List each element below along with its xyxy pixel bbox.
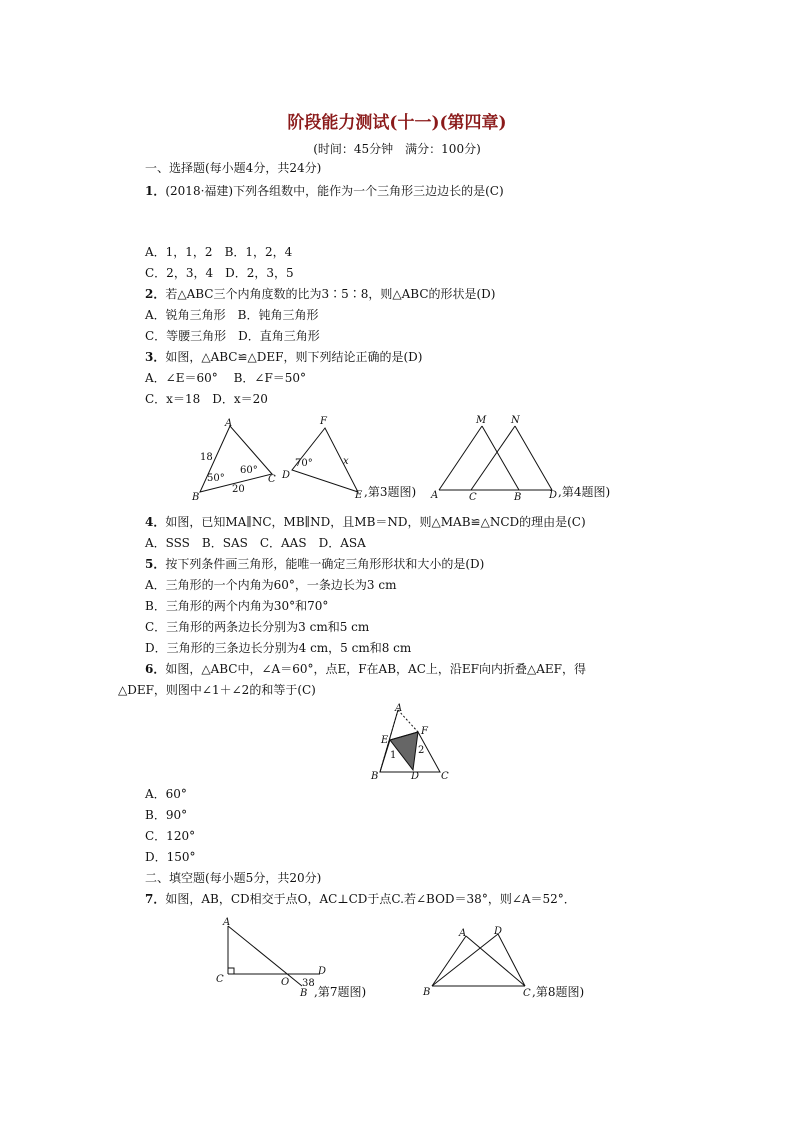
q6-option-c: C．120° <box>145 829 196 843</box>
question-3 <box>145 350 422 365</box>
fig4-label-b: B <box>514 492 522 503</box>
q7-number: 7． <box>145 892 166 906</box>
question-2 <box>145 287 495 302</box>
fig8-label-c: C <box>523 988 531 999</box>
fig7-label-c: C <box>216 974 224 985</box>
section-choice: 一、选择题(每小题4分，共24分) <box>145 161 322 175</box>
q6-stem-line2: △DEF，则图中∠1＋∠2的和等于(C) <box>118 683 316 697</box>
fig4-label-a: A <box>431 490 439 501</box>
fig6-label-f: F <box>421 726 428 737</box>
q6-option-d: D．150° <box>145 850 196 864</box>
q4-number: 4． <box>145 515 166 529</box>
q5-option-a: A．三角形的一个内角为60°，一条边长为3 cm <box>145 578 397 592</box>
q2-options-ab: A．锐角三角形 B．钝角三角形 <box>145 308 319 322</box>
fig6-label-b: B <box>371 771 379 782</box>
q1-options-cd: C．2，3，4 D．2，3，5 <box>145 266 294 280</box>
q1-number: 1． <box>145 184 166 198</box>
q6-option-b: B．90° <box>145 808 188 822</box>
q1-stem: (2018·福建)下列各组数中，能作为一个三角形三边边长的是(C) <box>165 184 504 198</box>
figure-q7-q8 <box>210 912 610 1007</box>
fig3-label-c: C <box>268 474 276 485</box>
fig8-label-b: B <box>423 987 431 998</box>
q3-options-cd: C．x＝18 D．x＝20 <box>145 392 268 406</box>
q5-option-b: B．三角形的两个内角为30°和70° <box>145 599 329 613</box>
question-7 <box>145 892 576 907</box>
fig7-label-b: B <box>300 988 308 999</box>
figure-q7 <box>228 926 320 986</box>
q5-stem: 按下列条件画三角形，能唯一确定三角形形状和大小的是(D) <box>165 557 485 571</box>
fig4-caption: ,第4题图) <box>558 485 611 499</box>
fig3-label-f: F <box>320 416 327 427</box>
fig6-angle-2: 2 <box>418 745 425 756</box>
page-title: 阶段能力测试(十一)(第四章) <box>287 113 507 133</box>
q2-stem: 若△ABC三个内角度数的比为3∶5∶8，则△ABC的形状是(D) <box>165 287 496 301</box>
fig3-label-b: B <box>192 492 200 503</box>
fig7-caption: ,第7题图) <box>314 985 367 999</box>
figure-q8 <box>432 934 525 986</box>
fig7-label-d: D <box>318 966 327 977</box>
q4-options: A．SSS B．SAS C．AAS D．ASA <box>145 536 366 550</box>
q2-options-cd: C．等腰三角形 D．直角三角形 <box>145 329 320 343</box>
q5-number: 5． <box>145 557 166 571</box>
fig4-label-m: M <box>476 415 487 426</box>
q3-number: 3． <box>145 350 166 364</box>
section-fill: 二、填空题(每小题5分，共20分) <box>145 871 322 885</box>
fig6-label-d: D <box>411 771 420 782</box>
fig3-angle-70: 70° <box>295 458 313 469</box>
fig7-label-o: O <box>281 977 290 988</box>
figure-q6 <box>368 700 458 785</box>
fig3-side-20: 20 <box>232 484 245 495</box>
q4-stem: 如图，已知MA∥NC，MB∥ND，且MB＝ND，则△MAB≌△NCD的理由是(C) <box>165 515 586 529</box>
fig3-side-18: 18 <box>200 452 213 463</box>
fig3-angle-50: 50° <box>207 473 225 484</box>
question-4 <box>145 515 586 530</box>
fig6-label-e: E <box>381 735 389 746</box>
question-1 <box>145 184 504 199</box>
fig8-caption: ,第8题图) <box>532 985 585 999</box>
fig3-label-x: x <box>343 456 349 467</box>
question-5 <box>145 557 484 572</box>
fig6-label-a: A <box>395 703 403 714</box>
q5-option-d: D．三角形的三条边长分别为4 cm，5 cm和8 cm <box>145 641 412 655</box>
fig8-label-a: A <box>459 928 467 939</box>
q3-stem: 如图，△ABC≌△DEF，则下列结论正确的是(D) <box>165 350 423 364</box>
fig4-label-n: N <box>511 415 520 426</box>
q3-options-ab: A．∠E＝60° B．∠F＝50° <box>145 371 307 385</box>
q7-stem: 如图，AB，CD相交于点O，AC⊥CD于点C.若∠BOD＝38°，则∠A＝52°． <box>165 892 576 906</box>
question-6 <box>145 662 586 677</box>
fig3-caption: ,第3题图) <box>364 485 417 499</box>
fig7-label-a: A <box>223 917 231 928</box>
q6-number: 6． <box>145 662 166 676</box>
fig3-label-a: A <box>225 418 233 429</box>
figure-q3-q4 <box>180 410 640 505</box>
fig4-label-d: D <box>549 490 558 501</box>
q2-number: 2． <box>145 287 166 301</box>
figure-q4 <box>439 426 552 490</box>
fig6-angle-1: 1 <box>390 750 397 761</box>
q6-option-a: A．60° <box>145 787 187 801</box>
fig6-label-c: C <box>441 771 449 782</box>
q6-stem-line1: 如图，△ABC中，∠A＝60°，点E，F在AB，AC上，沿EF向内折叠△AEF，得 <box>165 662 586 676</box>
fig8-label-d: D <box>494 926 503 937</box>
fig3-label-d: D <box>282 470 291 481</box>
q5-option-c: C．三角形的两条边长分别为3 cm和5 cm <box>145 620 370 634</box>
fig3-label-e: E <box>355 490 363 501</box>
test-info: (时间：45分钟 满分：100分) <box>313 142 481 156</box>
fig4-label-c: C <box>469 492 477 503</box>
fig7-angle-38: 38 <box>302 978 315 989</box>
fig3-angle-60: 60° <box>240 465 258 476</box>
q1-options-ab: A．1，1，2 B．1，2，4 <box>145 245 293 259</box>
